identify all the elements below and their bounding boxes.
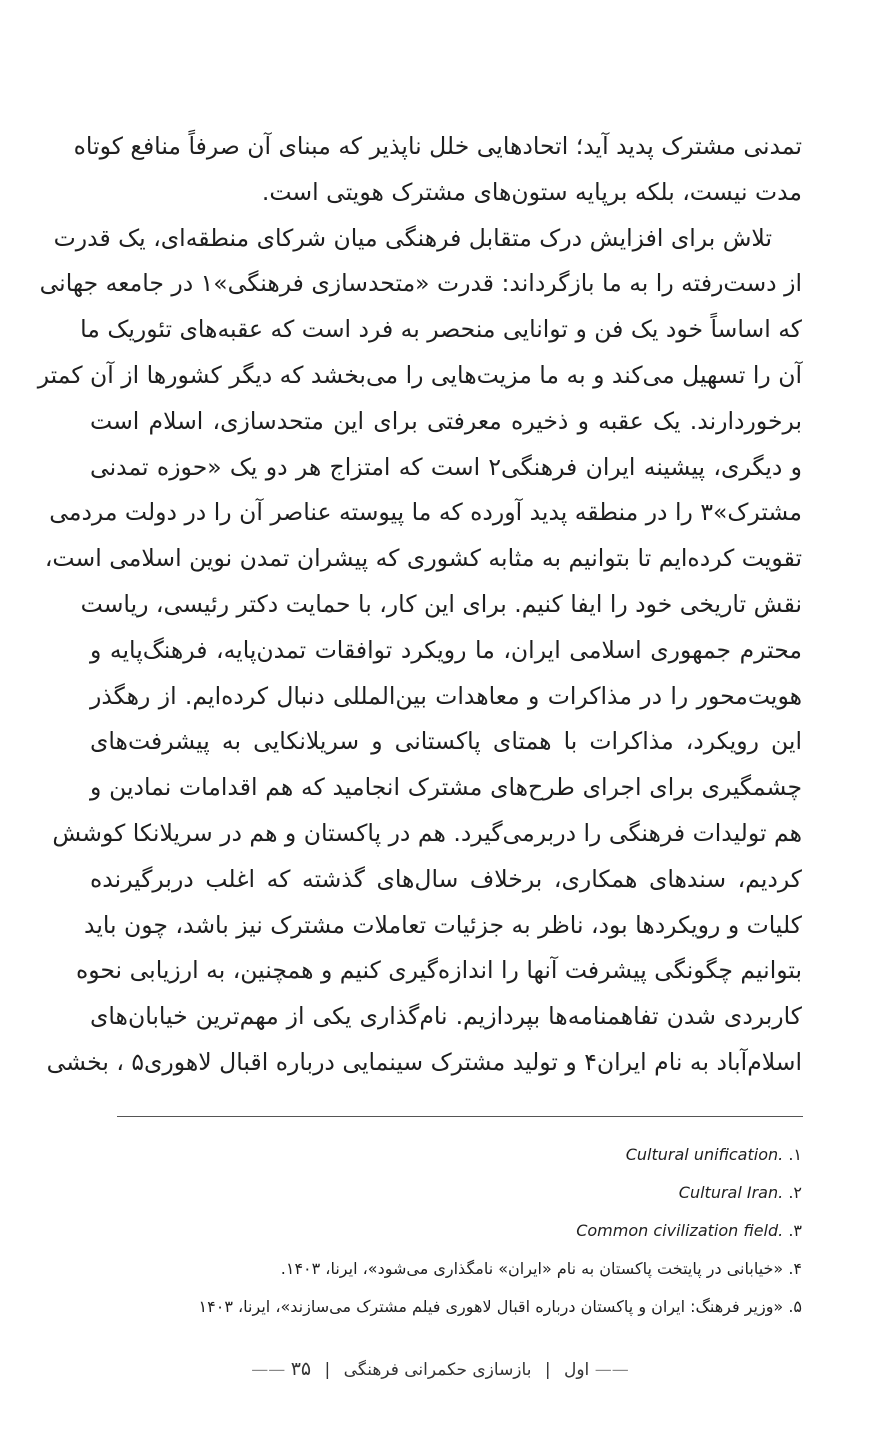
footnote-text: Common civilization field. (576, 1221, 784, 1240)
footnote (90, 1136, 802, 1174)
text-line: آن را تسهیل می‌کند و به ما مزیت‌هایی را می‌بخشد که دیگر کشورها از آن کمتر (37, 360, 802, 389)
text-line: کلیات و رویکردها بود، ناظر به جزئیات تعاملات مشترک نیز باشد، چون باید (83, 910, 802, 939)
text-line: تقویت کرده‌ایم تا بتوانیم به مثابه کشوری که پیشران تمدن نوین اسلامی است، (44, 544, 802, 573)
paragraph-1 (73, 124, 802, 216)
footnote-text: Cultural Iran. (678, 1183, 784, 1202)
page-footer (0, 1358, 880, 1380)
text-line: اسلام‌آباد به نام ایران۴ و تولید مشترک سینمایی درباره اقبال لاهوری۵ ، بخشی (46, 1047, 802, 1076)
text-line: و دیگری، پیشینه ایران فرهنگی٢ است که امتزاج هر دو یک «حوزه تمدنی (90, 452, 802, 481)
body-text (37, 124, 802, 1086)
footnote (90, 1288, 802, 1326)
text-line: این رویکرد، مذاکرات با همتای پاکستانی و سریلانکایی به پیشرفت‌های (90, 727, 802, 756)
text-line: از دست‌رفته را به ما بازگرداند: قدرت «متحدسازی فرهنگی»١ در جامعه جهانی (39, 269, 802, 298)
text-line: تمدنی مشترک پدید آید؛ اتحادهایی خلل ناپذیر که مبنای آن صرفاً منافع کوتاه (73, 132, 802, 160)
footnote (90, 1212, 802, 1250)
footnote-number: ١. (788, 1145, 802, 1164)
footnote-number: ٣. (788, 1221, 802, 1240)
footer-title: بازسازی حکمرانی فرهنگی (343, 1360, 532, 1380)
paragraph-2 (37, 216, 802, 1086)
footer-section: اول (563, 1360, 590, 1380)
footnote (90, 1174, 802, 1212)
text-line: چشمگیری برای اجرای طرح‌های مشترک انجامید که هم اقدامات نمادین و (90, 773, 802, 802)
text-line: هویت‌محور را در مذاکرات و معاهدات بین‌المللی دنبال کرده‌ایم. از رهگذر (90, 681, 802, 710)
footnote-number: ٢. (788, 1183, 802, 1202)
footer-dash-right: —— (594, 1360, 629, 1380)
footnote-number: ۴. (788, 1259, 802, 1278)
footnote-text: «خیابانی در پایتخت پاکستان به نام «ایران» نامگذاری می‌شود»، ایرنا، ۱۴۰۳. (280, 1259, 784, 1278)
text-line: هم تولیدات فرهنگی را دربرمی‌گیرد. هم در پاکستان و هم در سریلانکا کوشش (52, 818, 802, 847)
footer-separator: | (324, 1360, 331, 1380)
text-line: که اساساً خود یک فن و توانایی منحصر به فرد است که عقبه‌های تئوریک ما (80, 315, 802, 344)
page-number: ۳۵ (290, 1358, 312, 1380)
footnote-number: ۵. (788, 1297, 802, 1316)
footer-dash-left: —— (251, 1360, 286, 1380)
text-line: بتوانیم چگونگی پیشرفت آنها را اندازه‌گیری کنیم و همچنین، به ارزیابی نحوه (75, 956, 802, 985)
text-line: محترم جمهوری اسلامی ایران، ما رویکرد توافقات تمدن‌پایه، فرهنگ‌پایه و (90, 635, 802, 664)
text-line: کاربردی شدن تفاهمنامه‌ها بپردازیم. نام‌گذاری یکی از مهم‌ترین خیابان‌های (90, 1002, 802, 1031)
text-line: کردیم، سندهای همکاری، برخلاف سال‌های گذشته که اغلب دربرگیرنده (90, 864, 802, 893)
text-line: تلاش برای افزایش درک متقابل فرهنگی میان شرکای منطقه‌ای، یک قدرت (53, 223, 772, 252)
footer-separator: | (544, 1360, 551, 1380)
footnote (90, 1250, 802, 1288)
text-line: برخوردارند. یک عقبه و ذخیره معرفتی برای این متحدسازی، اسلام است (90, 406, 802, 435)
footnote-divider (117, 1116, 803, 1117)
footnotes (90, 1136, 802, 1326)
text-line: مشترک»٣ را در منطقه پدید آورده که ما پیوسته عناصر آن را در دولت مردمی (49, 498, 802, 527)
footnote-text: «وزیر فرهنگ: ایران و پاکستان درباره اقبال لاهوری فیلم مشترک می‌سازند»، ایرنا، ۱۴۰۳ (198, 1297, 784, 1316)
text-line: نقش تاریخی خود را ایفا کنیم. برای این کار، با حمایت دکتر رئیسی، ریاست (80, 589, 802, 618)
footnote-text: Cultural unification. (625, 1145, 784, 1164)
text-line: مدت نیست، بلکه برپایه ستون‌های مشترک هویتی است. (261, 177, 802, 206)
